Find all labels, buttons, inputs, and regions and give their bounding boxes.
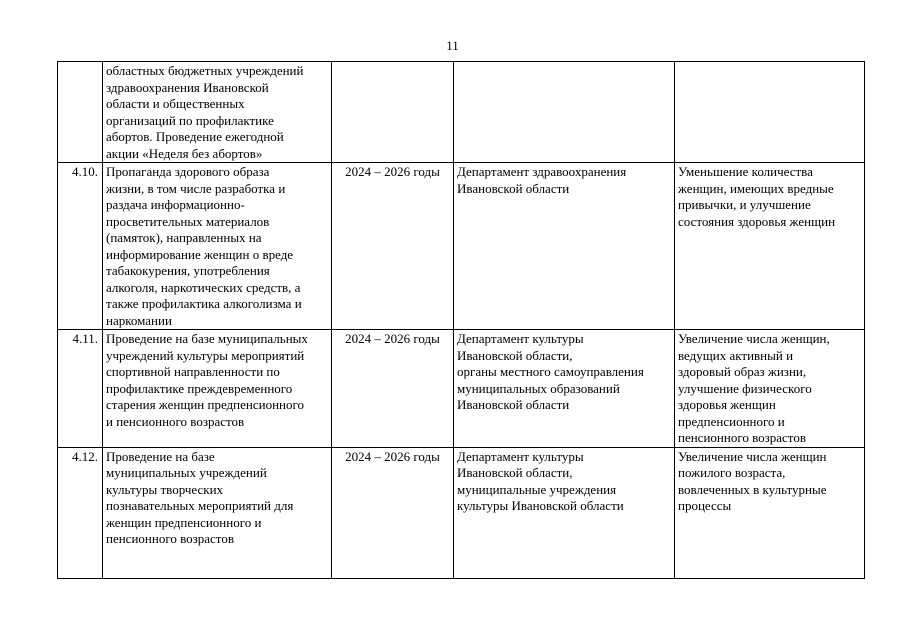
- table-row: [58, 62, 865, 163]
- executor-cell: Департамент культуры Ивановской области, органы местного самоуправления муниципальных образований Ивановской области: [454, 330, 675, 448]
- executor-cell: Департамент культуры Ивановской области, муниципальные учреждения культуры Ивановской области: [454, 447, 675, 578]
- measures-table: [57, 61, 865, 579]
- item-number-cell: [58, 62, 103, 163]
- activity-cell: Проведение на базе муниципальных учреждений культуры творческих познавательных мероприятий для женщин предпенсионного и пенсионного возрастов: [103, 447, 332, 578]
- table-row: [58, 163, 865, 330]
- result-cell: Увеличение числа женщин, ведущих активный и здоровый образ жизни, улучшение физического здоровья женщин предпенсионного и пенсионного возрастов: [675, 330, 865, 448]
- item-number-cell: 4.12.: [58, 447, 103, 578]
- period-cell: [332, 62, 454, 163]
- executor-cell: Департамент здравоохранения Ивановской области: [454, 163, 675, 330]
- result-cell: Уменьшение количества женщин, имеющих вредные привычки, и улучшение состояния здоровья женщин: [675, 163, 865, 330]
- result-cell: Увеличение числа женщин пожилого возраста, вовлеченных в культурные процессы: [675, 447, 865, 578]
- page-number: 11: [446, 38, 459, 53]
- period-cell: 2024 – 2026 годы: [332, 163, 454, 330]
- period-cell: 2024 – 2026 годы: [332, 330, 454, 448]
- item-number-cell: 4.10.: [58, 163, 103, 330]
- period-cell: 2024 – 2026 годы: [332, 447, 454, 578]
- table-row: [58, 447, 865, 578]
- activity-cell: Пропаганда здорового образа жизни, в том числе разработка и раздача информационно- просветительных материалов (памяток), направленных на информирование женщин о вреде табакокурения, употребления алкоголя, наркотических средств, а также профилактика алкоголизма и наркомании: [103, 163, 332, 330]
- table-row: [58, 330, 865, 448]
- executor-cell: [454, 62, 675, 163]
- activity-cell: Проведение на базе муниципальных учреждений культуры мероприятий спортивной направленности по профилактике преждевременного старения женщин предпенсионного и пенсионного возрастов: [103, 330, 332, 448]
- activity-cell: областных бюджетных учреждений здравоохранения Ивановской области и общественных организаций по профилактике абортов. Проведение ежегодной акции «Неделя без абортов»: [103, 62, 332, 163]
- item-number-cell: 4.11.: [58, 330, 103, 448]
- result-cell: [675, 62, 865, 163]
